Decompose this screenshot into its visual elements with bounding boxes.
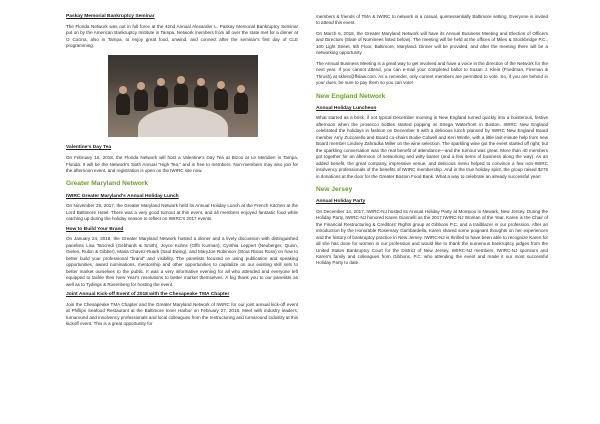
joint-kickoff-heading: Joint Annual Kick-off Event of 2018 with the Chesapeake TMA Chapter (66, 291, 230, 297)
gm-holiday-lunch-paragraph: On November 29, 2017, the Greater Maryland Network held its Annual Holiday Lunch at the French Kitchen at the Lord Baltimore Hotel. There was a very good turnout at this event, and all members enjoyed fantastic food while catching up during the holiday season to reflect on IWIRC's 2017 events. (66, 203, 298, 222)
photo-person (116, 93, 130, 115)
joint-kickoff-paragraph: Join the Chesapeake TMA Chapter and the Greater Maryland Network of IWIRC for our joint annual kick-off event at Phillips Seafood Restaurant at the Baltimore Inner Harbor on February 27, 2018. Meet with industry leaders, turnaround and insolvency professionals and local colleagues from the restructuring and turnaround industry at this kickoff event. This is a great opportunity for (66, 301, 298, 326)
business-meeting-paragraph: On March 6, 2018, the Greater Maryland Network will have its Annual Business Meeting and Election of Officers and Directors (Slate of Nominees listed below). The meeting will be held at the offices of Miles & Stockbridge P.C., 100 Light Street, 5th Floor, Baltimore, Maryland. Dinner will be provided, and after the meeting there will be a networking opportunity. (316, 30, 548, 56)
left-column (66, 14, 298, 331)
photo-table (138, 107, 228, 137)
new-jersey-network-heading: New Jersey (316, 185, 353, 193)
group-dinner-photo (108, 55, 258, 137)
photo-person (134, 89, 148, 111)
brand-heading: How to Build Your Brand (66, 226, 124, 232)
ne-luncheon-heading: Annual Holiday Luncheon (316, 105, 377, 111)
greater-maryland-network-heading: Greater Maryland Network (66, 180, 149, 188)
photo-person (234, 92, 248, 114)
right-column (316, 14, 548, 271)
new-england-network-heading: New England Network (316, 92, 386, 100)
gm-holiday-lunch-heading: IWIRC Greater Maryland's Annual Holiday Lunch (66, 193, 179, 199)
nj-holiday-party-heading: Annual Holiday Party (316, 199, 366, 205)
valentines-paragraph: On February 16, 2018, the Florida Network will host a Valentine's Day Tea at Bizou at Le Meridien in Tampa, Florida. It will be the Network's Sixth Annual "High Tea," and is free to members. Non-members may also join for the afternoon event, and registration is open on the IWIRC site now. (66, 155, 298, 173)
photo-person (174, 83, 188, 105)
kickoff-continued-paragraph: members & friends of TMA & IWIRC to network in a casual, quintessentially Baltimore setting. Everyone is invited to attend this event. (316, 14, 548, 26)
nj-holiday-party-paragraph: On December 14, 2017, IWIRC-NJ hosted its Annual Holiday Party at Mompou in Newark, New Jersey. During the Holiday Party, IWIRC-NJ honored Karen Giannelli as the 2017 IWIRC-NJ Woman of the Year. Karen is the Chair of the Financial Restructuring & Creditors' Rights group at Gibbons P.C. and a trailblazer in our profession. After an introduction by the Honorable Rosemary Gambardella, Karen shared some poignant thoughts on her experiences and the history of bankruptcy practice in New Jersey. IWIRC-NJ is thrilled to have been able to recognize Karen for all she has done for women in our profession and would like to thank the numerous bankruptcy judges from the United States Bankruptcy Court for the District of New Jersey, IWIRC-NJ members, IWIRC-NJ sponsors and Karen's family and colleagues from Gibbons, P.C. who attending the event and made it our most successful Holiday Party to date. (316, 208, 548, 266)
photo-person (154, 85, 168, 107)
paskay-paragraph: The Florida Network was out in full force at the 42nd Annual Alexander L. Paskay Memorial Bankruptcy Seminar put on by the American Bankruptcy Institute in Tampa. Network members from all over the state met for a dinner at O Cocina, also in Tampa, to enjoy great food, unwind, and connect after the seminar's first day of CLE programming. (66, 23, 298, 48)
ne-luncheon-paragraph: What started as a brisk, if not typical December morning in New England turned quickly into a boisterous, festive afternoon when the prosecco bottles started popping at Strega Waterfront in Boston. IWIRC New England celebrated the holidays in fashion on December 8 with a delicious lunch planned by IWIRC New England Board member Amy Zuccarello and Board co-chairs Bodie Colwell and Keri Wintle, with a little last-minute help from new Board member Lindsey Zahradka Miller on the wine selection. The sparkling wine got the event started off right, but the sparkling conversation was the real benefit of attendance—and the turnout was great. More than 40 members got together for an afternoon of networking and witty banter (and a few items of business along the way). As an added benefit, the great company, impressive venue, and delicious menu helped to convince a few non-IWIRC insolvency professionals of the benefits of IWIRC membership. And in the true holiday spirit, the group raised $275 in donations at the door for the Greater Boston Food Bank. What a way to celebrate an already successful year! (316, 115, 548, 179)
valentines-heading: Valentine's Day Tea (66, 145, 112, 151)
paskay-heading: Paskay Memorial Bankruptcy Seminar (66, 14, 155, 19)
brand-paragraph: On January 24, 2018, the Greater Maryland Network hosted a dinner and a lively discussion with distinguished panelists Lisa Tancredi (Gebhardt & Smith), Joyce Kuhns (Offit Kurman), Cynthia Leppert (Neuberger, Quinn, Gielen, Rubin & Gibber), Maria Chavez-Ruark (Saul Ewing), and MaryJoe Robinson (Stout Risius Ross) on how to better build your professional "brand" and visibility. The panelists focused on using publication and speaking opportunities, award nominations, mentorship and other opportunities to capitalize on our existing skill sets to better market ourselves to the public. It was a very informative evening for all who attended and everyone left equipped to tackle their New Year's resolutions to better market themselves. A big thank you to our panelists as well as to Tydings & Rosenberg for hosting the event. (66, 236, 298, 287)
photo-person (194, 85, 208, 107)
ballot-paragraph: The Annual Business Meeting is a great way to get involved and have a voice in the direction of the Network for the next year. If you cannot attend, you can e-mail your completed ballot to Susan J. Klein (Friedman, Fireman & Thrush) at sklein@ffslaw.com. As a reminder, only current members are permitted to vote. So, if you are behind in your dues, be sure to pay them so you can vote! (316, 60, 548, 86)
photo-person (214, 88, 228, 110)
